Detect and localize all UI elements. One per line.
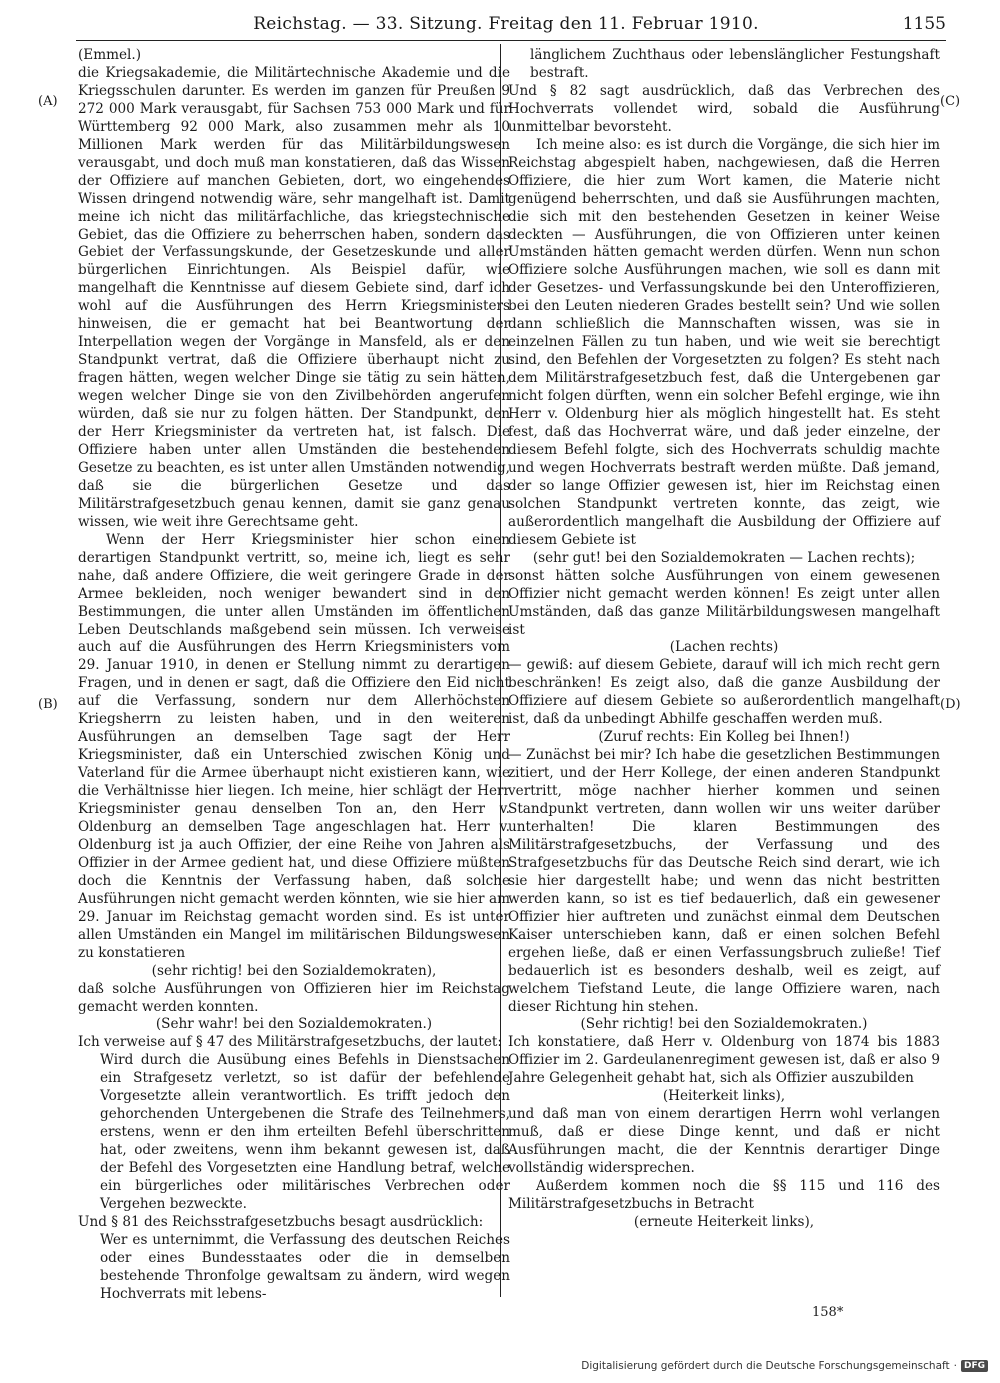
paragraph: und daß man von einem derartigen Herrn wohl verlangen muß, daß er diese Dinge kennt, und daß er nicht Ausführungen macht, die der Kenntnis derartiger Dinge vollständig widersprechen.	[508, 1106, 940, 1177]
left-column	[78, 47, 510, 1304]
paragraph: Ich meine also: es ist durch die Vorgänge, die sich hier im Reichstag abgespielt haben, nachgewiesen, daß die Herren Offiziere, die hier zum Wort kamen, die Materie nicht genügend beherrschten, und daß sie Ausführungen machten, die sich mit den bestehenden Gesetzen in keiner Weise deckten — Ausführungen, die von Offizieren unter keinen Umständen hätten gemacht werden dürfen. Wenn nun schon Offiziere solche Ausführungen machen, wie soll es dann mit der Gesetzes- und Verfassungskunde bei den Unteroffizieren, bei den Leuten niederen Grades bestellt sein? Und wie sollen dann schließlich die Mannschaften wissen, was sie in einzelnen Fällen zu tun haben, und wie weit sie berechtigt sind, den Befehlen der Vorgesetzten zu folgen? Es steht nach dem Militärstrafgesetzbuch fest, daß die Untergebenen gar nicht folgen dürften, wenn ein solcher Befehl erginge, wie ihn Herr v. Oldenburg hier als möglich hingestellt hat. Es steht fest, daß das Hochverrat wäre, und daß jeder einzelne, der diesem Befehl folgte, sich des Hochverrats schuldig machte und wegen Hochverrats bestraft werden müßte. Daß jemand, der so lange Offizier gewesen ist, hier im Reichstag einen solchen Standpunkt vertreten konnte, das zeigt, wie außerordentlich mangelhaft die Ausbildung der Offiziere auf diesem Gebiete ist	[508, 136, 940, 548]
paragraph: (Heiterkeit links),	[662, 1088, 786, 1105]
paragraph: daß solche Ausführungen von Offizieren hier im Reichstag gemacht werden konnten.	[78, 980, 510, 1015]
paragraph: Wer es unternimmt, die Verfassung des deutschen Reiches oder eines Bundesstaates oder die in demselben bestehende Thronfolge gewaltsam zu ändern, wird wegen Hochverrats mit lebens-	[100, 1231, 510, 1302]
paragraph: Und § 81 des Reichsstrafgesetzbuchs besagt ausdrücklich:	[78, 1213, 484, 1230]
paragraph: Außerdem kommen noch die §§ 115 und 116 des Militärstrafgesetzbuchs in Betracht	[508, 1178, 940, 1212]
paragraph: (sehr richtig! bei den Sozialdemokraten),	[151, 962, 437, 979]
paragraph: (Emmel.)	[78, 47, 142, 63]
dfg-logo: DFG	[961, 1360, 988, 1372]
margin-marker-c: (C)	[940, 94, 961, 109]
paragraph: (Sehr wahr! bei den Sozialdemokraten.)	[155, 1016, 433, 1033]
header-rule	[76, 40, 946, 41]
paragraph: (Zuruf rechts: Ein Kolleg bei Ihnen!)	[598, 729, 850, 746]
paragraph: Ich verweise auf § 47 des Militärstrafgesetzbuchs, der lautet:	[78, 1034, 502, 1051]
paragraph: — Zunächst bei mir? Ich habe die gesetzlichen Bestimmungen zitiert, und der Herr Kollege, der einen anderen Standpunkt vertritt, möge nachher hierher kommen und seinen Standpunkt vertreten, dann wollen wir uns weiter darüber unterhalten! Die klaren Bestimmungen des Militärstrafgesetzbuchs, der Verfassung und des Strafgesetzbuchs für das Deutsche Reich sind derart, wie ich sie hier dargestellt habe; und wenn das nicht bestritten werden kann, so ist es tief bedauerlich, daß ein gewesener Offizier hier auftreten und zunächst einmal dem Deutschen Kaiser unterschieben kann, daß er einen solchen Befehl ergehen ließe, daß er einen Verfassungsbruch zuließe! Tief bedauerlich ist es besonders deshalb, weil es zeigt, auf welchem Tiefstand Leute, die lange Offiziere waren, nach dieser Richtung hin stehen.	[508, 747, 940, 1015]
paragraph: Ich konstatiere, daß Herr v. Oldenburg von 1874 bis 1883 Offizier im 2. Gardeulanenregiment gewesen ist, daß er also 9 Jahre Gelegenheit gehabt hat, sich als Offizier auszubilden	[508, 1034, 940, 1087]
margin-marker-b: (B)	[38, 697, 58, 712]
paragraph: Wird durch die Ausübung eines Befehls in Dienstsachen ein Strafgesetz verletzt, so ist dafür der befehlende Vorgesetzte allein verantwortlich. Es trifft jedoch den gehorchenden Untergebenen die Strafe des Teilnehmers, erstens, wenn er den ihm erteilten Befehl überschritten hat, oder zweitens, wenn ihm bekannt gewesen ist, daß der Befehl des Vorgesetzten eine Handlung betraf, welche ein bürgerliches oder militärisches Verbrechen oder Vergehen bezweckte.	[100, 1052, 510, 1212]
paragraph: (Sehr richtig! bei den Sozialdemokraten.)	[580, 1016, 868, 1033]
paragraph: (Lachen rechts)	[669, 639, 779, 656]
footer-text: Digitalisierung gefördert durch die Deutsche Forschungsgemeinschaft	[581, 1360, 950, 1372]
page-header	[76, 14, 946, 42]
margin-marker-a: (A)	[38, 94, 58, 109]
paragraph: Wenn der Herr Kriegsminister hier schon einen derartigen Standpunkt vertritt, so, meine ich, liegt es sehr nahe, daß andere Offiziere, die weit geringere Grade in der Armee bekleiden, noch weniger bewandert sind in den Bestimmungen, die unter allen Umständen im öffentlichen Leben Deutschlands maßgebend sein müssen. Ich verweise auch auf die Ausführungen des Herrn Kriegsministers vom 29. Januar 1910, in denen er Stellung nimmt zu derartigen Fragen, und in denen er sagt, daß die Offiziere den Eid nicht auf die Verfassung, sondern nur dem Allerhöchsten Kriegsherrn zu leisten haben, und in den weiteren Ausführungen an demselben Tage sagt der Herr Kriegsminister, daß ein Unterschied zwischen König und Vaterland für die Armee überhaupt nicht existieren kann, wie die Verhältnisse hier liegen. Ich meine, hier schlägt der Herr Kriegsminister genau denselben Ton an, den Herr v. Oldenburg an demselben Tage angeschlagen hat. Herr v. Oldenburg ist ja auch Offizier, der eine Reihe von Jahren als Offizier in der Armee gedient hat, und diese Offiziere müßten doch die Kenntnis der Verfassung haben, daß solche Ausführungen nicht gemacht werden könnten, wie sie hier am 29. Januar im Reichstag gemacht worden sind. Es ist unter allen Umständen ein Mangel im militärischen Bildungswesen zu konstatieren	[78, 531, 510, 961]
running-title: Reichstag. — 33. Sitzung. Freitag den 11. Februar 1910.	[253, 14, 759, 34]
paragraph: die Kriegsakademie, die Militärtechnische Akademie und die Kriegsschulen darunter. Es werden im ganzen für Preußen 9 272 000 Mark verausgabt, für Sachsen 753 000 Mark und für Württemberg 92 000 Mark, also zusammen mehr als 10 Millionen Mark werden für das Militärbildungswesen verausgabt, und doch muß man konstatieren, daß das Wissen der Offiziere auf manchen Gebieten, dort, wo eingehendes Wissen dringend notwendig wäre, sehr mangelhaft ist. Damit meine ich nicht das militärfachliche, das kriegstechnische Gebiet, das die Offiziere zu beherrschen haben, sondern das Gebiet der Verfassungskunde, der Gesetzeskunde und aller bürgerlichen Einrichtungen. Als Beispiel dafür, wie mangelhaft die Kenntnisse auf diesem Gebiete sind, darf ich wohl auf die Ausführungen des Herrn Kriegsministers hinweisen, die er gemacht hat bei Beantwortung der Interpellation wegen der Vorgänge in Mansfeld, als er den Standpunkt vertrat, daß die Offiziere überhaupt nicht zu fragen hätten, wegen welcher Dinge sie tätig zu sein hätten, wegen welcher Dinge sie von den Zivilbehörden angerufen würden, daß sie nur zu folgen hätten. Der Standpunkt, den der Herr Kriegsminister da vertreten hat, ist falsch. Die Offiziere haben unter allen Umständen die bestehenden Gesetze zu beachten, es ist unter allen Umständen notwendig, daß sie die bürgerlichen Gesetze und das Militärstrafgesetzbuch genau kennen, damit sie ganz genau wissen, wie weit ihre Gerechtsame geht.	[78, 64, 510, 530]
paragraph: Und § 82 sagt ausdrücklich, daß das Verbrechen des Hochverrats vollendet wird, sobald die Ausführung unmittelbar bevorsteht.	[508, 82, 940, 135]
margin-marker-d: (D)	[940, 697, 961, 712]
page-number: 1155	[902, 14, 946, 34]
paragraph: (sehr gut! bei den Sozialdemokraten — Lachen rechts);	[532, 549, 916, 566]
paragraph: — gewiß: auf diesem Gebiete, darauf will ich mich recht gern beschränken! Es zeigt also, daß die ganze Ausbildung der Offiziere auf diesem Gebiete so außerordentlich mangelhaft ist, daß da unbedingt Abhilfe geschaffen werden muß.	[508, 657, 940, 728]
right-column	[508, 47, 940, 1232]
page-footer: Digitalisierung gefördert durch die Deutsche Forschungsgemeinschaft · DFG	[581, 1360, 988, 1372]
paragraph: sonst hätten solche Ausführungen von einem gewesenen Offizier nicht gemacht werden können! Es zeigt unter allen Umständen, daß das ganze Militärbildungswesen mangelhaft ist	[508, 567, 940, 638]
paragraph: (erneute Heiterkeit links),	[633, 1213, 815, 1230]
signature-mark: 158*	[812, 1305, 844, 1320]
paragraph: länglichem Zuchthaus oder lebenslänglicher Festungshaft bestraft.	[530, 47, 940, 81]
